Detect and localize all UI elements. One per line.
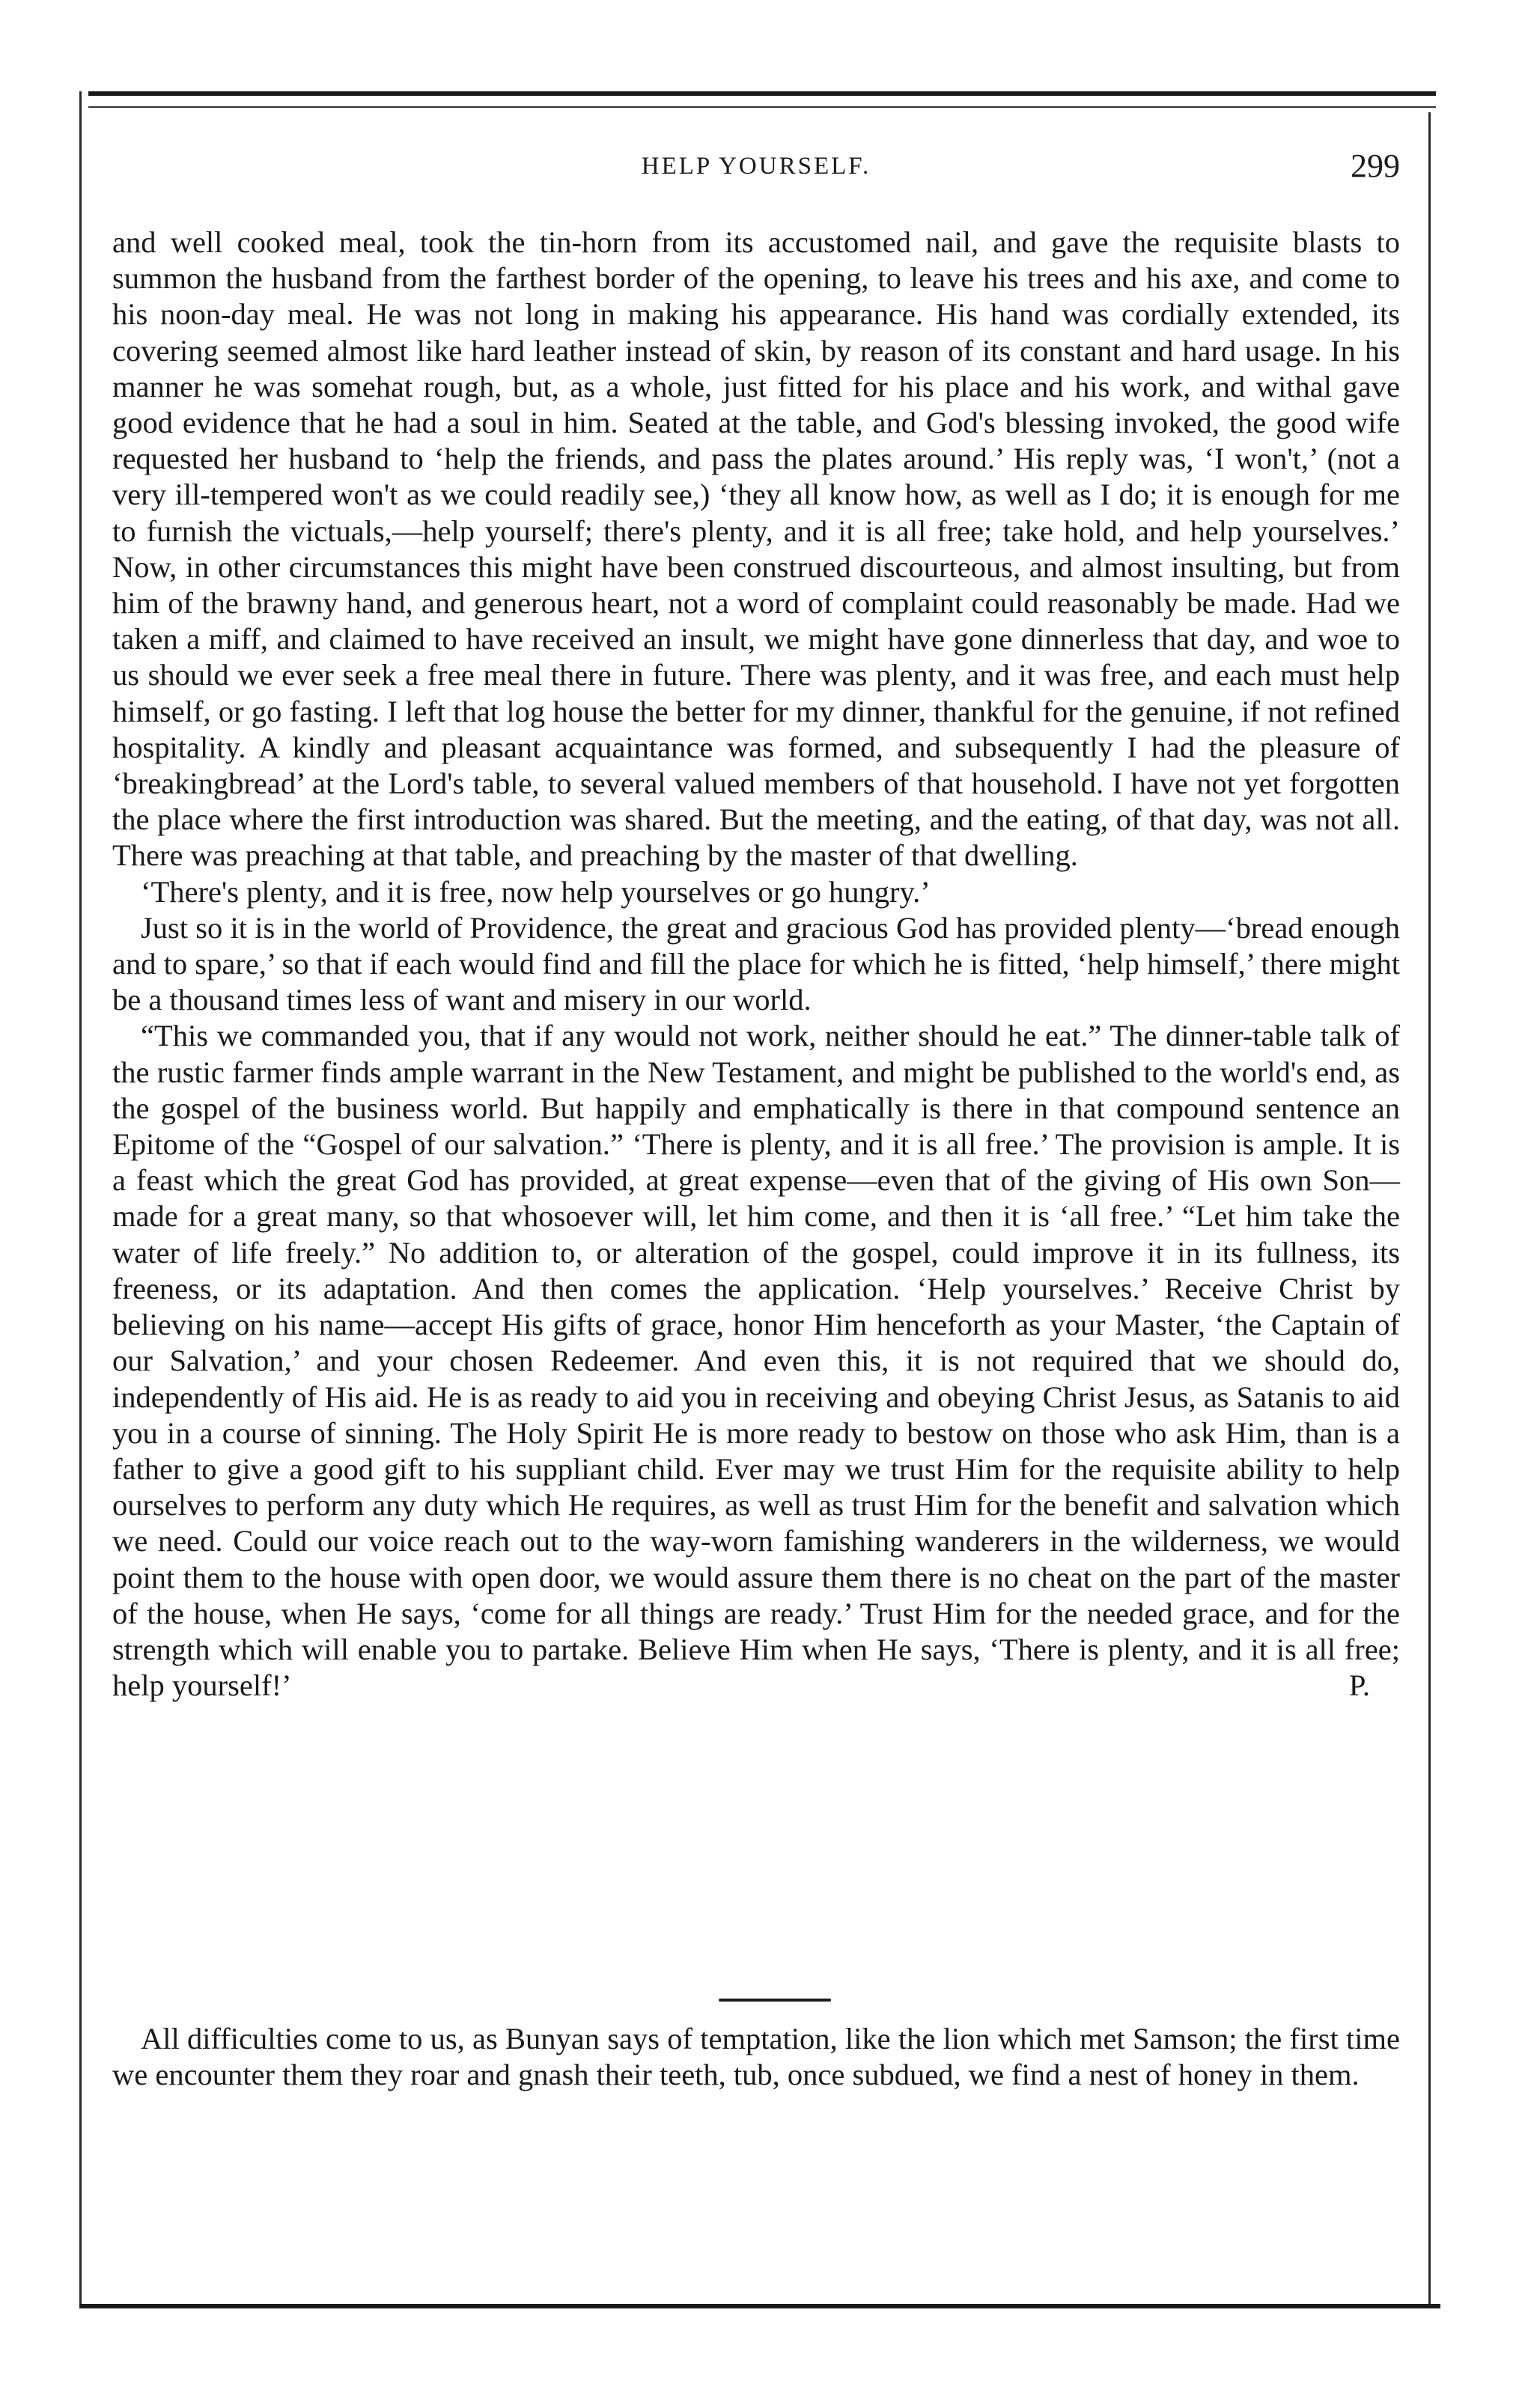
paragraph: and well cooked meal, took the tin-horn from its accustomed nail, and gave the requisite blasts to summon the husband from the farthest border of the opening, to leave his trees and his axe, and come to his noon-day meal. He was not long in making his appearance. His hand was cordially extended, its covering seemed almost like hard leather instead of skin, by reason of its constant and hard usage. In his manner he was somehat rough, but, as a whole, just fitted for his place and his work, and withal gave good evidence that he had a soul in him. Seated at the table, and God's blessing invoked, the good wife requested her husband to ‘help the friends, and pass the plates around.’ His reply was, ‘I won't,’ (not a very ill-tempered won't as we could readily see,) ‘they all know how, as well as I do; it is enough for me to furnish the victuals,—help yourself; there's plenty, and it is all free; take hold, and help yourselves.’ Now, in other circumstances this might have been construed discourteous, and almost insulting, but from him of the brawny hand, and generous heart, not a word of complaint could reasonably be made. Had we taken a miff, and claimed to have received an insult, we might have gone dinnerless that day, and woe to us should we ever seek a free meal there in future. There was plenty, and it was free, and each must help himself, or go fasting. I left that log house the better for my dinner, thankful for the genuine, if not refined hospitality. A kindly and pleasant acquaintance was formed, and subsequently I had the pleasure of ‘breakingbread’ at the Lord's table, to several valued members of that household. I have not yet forgotten the place where the first introduction was shared. But the meeting, and the eating, of that day, was not all. There was preaching at that table, and preaching by the master of that dwelling.: [112, 225, 1400, 873]
section-divider: [719, 1999, 831, 2002]
bottom-border-rule: [79, 2304, 1440, 2308]
author-signoff: P.: [1348, 1668, 1370, 1703]
running-head: [112, 147, 1400, 192]
article-body: [112, 225, 1400, 1704]
top-border-rule: [88, 91, 1436, 96]
running-title: HELP YOURSELF.: [641, 153, 871, 180]
paragraph: ‘There's plenty, and it is free, now help yourselves or go hungry.’: [141, 874, 931, 909]
paragraph: [112, 1018, 1400, 1704]
paragraph-text: “This we commanded you, that if any would not work, neither should he eat.” The dinner-table talk of the rustic farmer finds ample warrant in the New Testament, and might be published to the world's end, as the gospel of the business world. But happily and emphatically is there in that compound sentence an Epitome of the “Gospel of our salvation.” ‘There is plenty, and it is all free.’ The provision is ample. It is a feast which the great God has provided, at great expense—even that of the giving of His own Son—made for a great many, so that whosoever will, let him come, and then it is ‘all free.’ “Let him take the water of life freely.” No addition to, or alteration of the gospel, could improve it in its fullness, its freeness, or its adaptation. And then comes the application. ‘Help yourselves.’ Receive Christ by believing on his name—accept His gifts of grace, honor Him henceforth as your Master, ‘the Captain of our Salvation,’ and your chosen Redeemer. And even this, it is not required that we should do, independently of His aid. He is as ready to aid you in receiving and obeying Christ Jesus, as Satanis to aid you in a course of sinning. The Holy Spirit He is more ready to bestow on those who ask Him, than is a father to give a good gift to his suppliant child. Ever may we trust Him for the requisite ability to help ourselves to perform any duty which He requires, as well as trust Him for the benefit and salvation which we need. Could our voice reach out to the way-worn famishing wanderers in the wilderness, we would point them to the house with open door, we would assure them there is no cheat on the part of the master of the house, when He says, ‘come for all things are ready.’ Trust Him for the needed grace, and for the strength which will enable you to partake. Believe Him when He says, ‘There is plenty, and it is all free; help yourself!’: [112, 1019, 1400, 1703]
closing-note-text: All difficulties come to us, as Bunyan says of temptation, like the lion which met Samson; the first time we encounter them they roar and gnash their teeth, tub, once subdued, we find a nest of honey in them.: [112, 2022, 1400, 2092]
top-border-thin-rule: [88, 106, 1436, 108]
closing-note: [112, 2021, 1400, 2093]
right-border-rule: [1428, 112, 1431, 2305]
left-border-rule: [79, 91, 82, 2307]
page-number: 299: [1351, 147, 1400, 184]
paragraph: Just so it is in the world of Providence, the great and gracious God has provided plenty—‘bread enough and to spare,’ so that if each would find and fill the place for which he is fitted, ‘help himself,’ there might be a thousand times less of want and misery in our world.: [112, 910, 1400, 1017]
